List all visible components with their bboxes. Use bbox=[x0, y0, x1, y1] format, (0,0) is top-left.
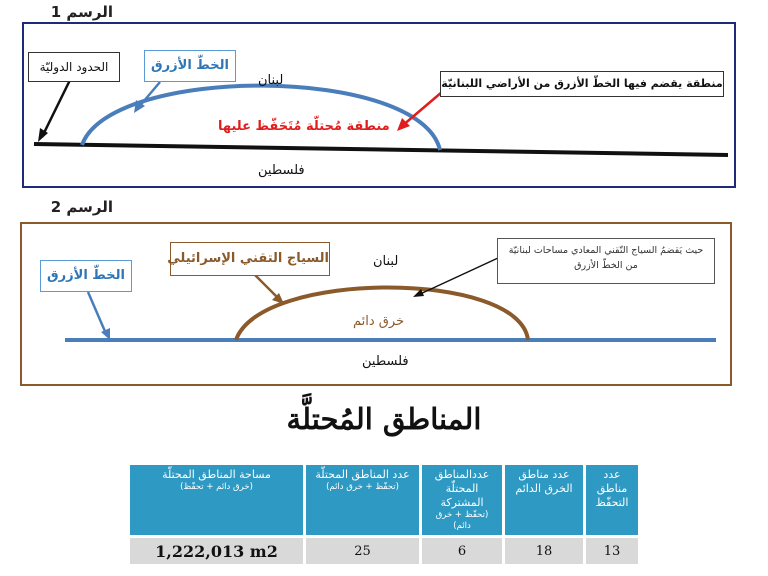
value-breach: 18 bbox=[505, 538, 583, 564]
header-area bbox=[130, 465, 303, 535]
palestine-label-fig2: فلسطين bbox=[362, 354, 409, 369]
header-count bbox=[306, 465, 419, 535]
header-count-sub: (تحفّظ + خرق دائم) bbox=[326, 482, 399, 492]
fence-callout bbox=[167, 242, 330, 276]
header-shared-sub: (تحفّظ + خرق دائم) bbox=[435, 510, 489, 531]
callout-fig2 bbox=[497, 238, 715, 284]
lebanon-label-fig1: لبنان bbox=[258, 73, 284, 88]
lebanon-label-fig2: لبنان bbox=[373, 254, 399, 269]
callout-fig2-text: حيث يَقضمُ السياج التّقني المعادي مساحات لبنانيّة من الخطّ الأزرق bbox=[508, 245, 704, 271]
callout2-arrow bbox=[418, 258, 498, 295]
header-reserve-main: عدد مناطق التحفّظ bbox=[595, 468, 629, 509]
value-area: 1,222,013 m2 bbox=[130, 538, 303, 564]
blue-line-arc bbox=[82, 86, 440, 150]
blue-line-label-arrow bbox=[88, 292, 107, 336]
reserved-area-arrow bbox=[402, 92, 442, 126]
callout-fig1 bbox=[440, 71, 724, 97]
callout-fig1-text: منطقة يقضم فيها الخطّ الأزرق من الأراضي اللبنانيّة bbox=[441, 77, 723, 90]
blue-line-callout-fig2 bbox=[40, 260, 132, 292]
intl-border-arrow bbox=[42, 80, 70, 137]
reserved-area-label: منطقة مُحتلّة مُتَحَفّظ عليها bbox=[218, 119, 390, 134]
table-header-row bbox=[130, 465, 638, 535]
value-count: 25 bbox=[306, 538, 419, 564]
table-row bbox=[130, 538, 638, 564]
header-count-main: عدد المناطق المحتلّة bbox=[315, 468, 410, 481]
blue-line-label: الخطّ الأزرق bbox=[151, 58, 229, 73]
intl-border-label: الحدود الدوليّة bbox=[39, 60, 109, 74]
palestine-label-fig1: فلسطين bbox=[258, 163, 305, 178]
header-breach bbox=[505, 465, 583, 535]
permanent-breach-label: خرق دائم bbox=[353, 314, 405, 329]
fence-label: السياج التقني الإسرائيلي bbox=[167, 251, 329, 266]
intl-border-callout bbox=[28, 52, 120, 82]
intl-border-line bbox=[34, 144, 728, 155]
value-reserve: 13 bbox=[586, 538, 638, 564]
occupied-areas-table bbox=[127, 462, 641, 567]
header-area-sub: (خرق دائم + تحفّظ) bbox=[180, 482, 253, 492]
header-shared-main: عددالمناطق المحتلّة المشتركة bbox=[434, 468, 490, 509]
header-area-main: مساحة المناطق المحتلّة bbox=[162, 468, 271, 481]
blue-line-callout bbox=[144, 50, 236, 82]
blue-line-label-fig2: الخطّ الأزرق bbox=[47, 268, 125, 283]
value-shared: 6 bbox=[422, 538, 502, 564]
header-reserve bbox=[586, 465, 638, 535]
figure2-label: الرسم 2 bbox=[50, 198, 113, 216]
figure1-label: الرسم 1 bbox=[50, 3, 113, 21]
header-breach-main: عدد مناطق الخرق الدائم bbox=[515, 468, 573, 495]
page-title: المناطق المُحتلَّة bbox=[286, 402, 482, 436]
header-shared bbox=[422, 465, 502, 535]
